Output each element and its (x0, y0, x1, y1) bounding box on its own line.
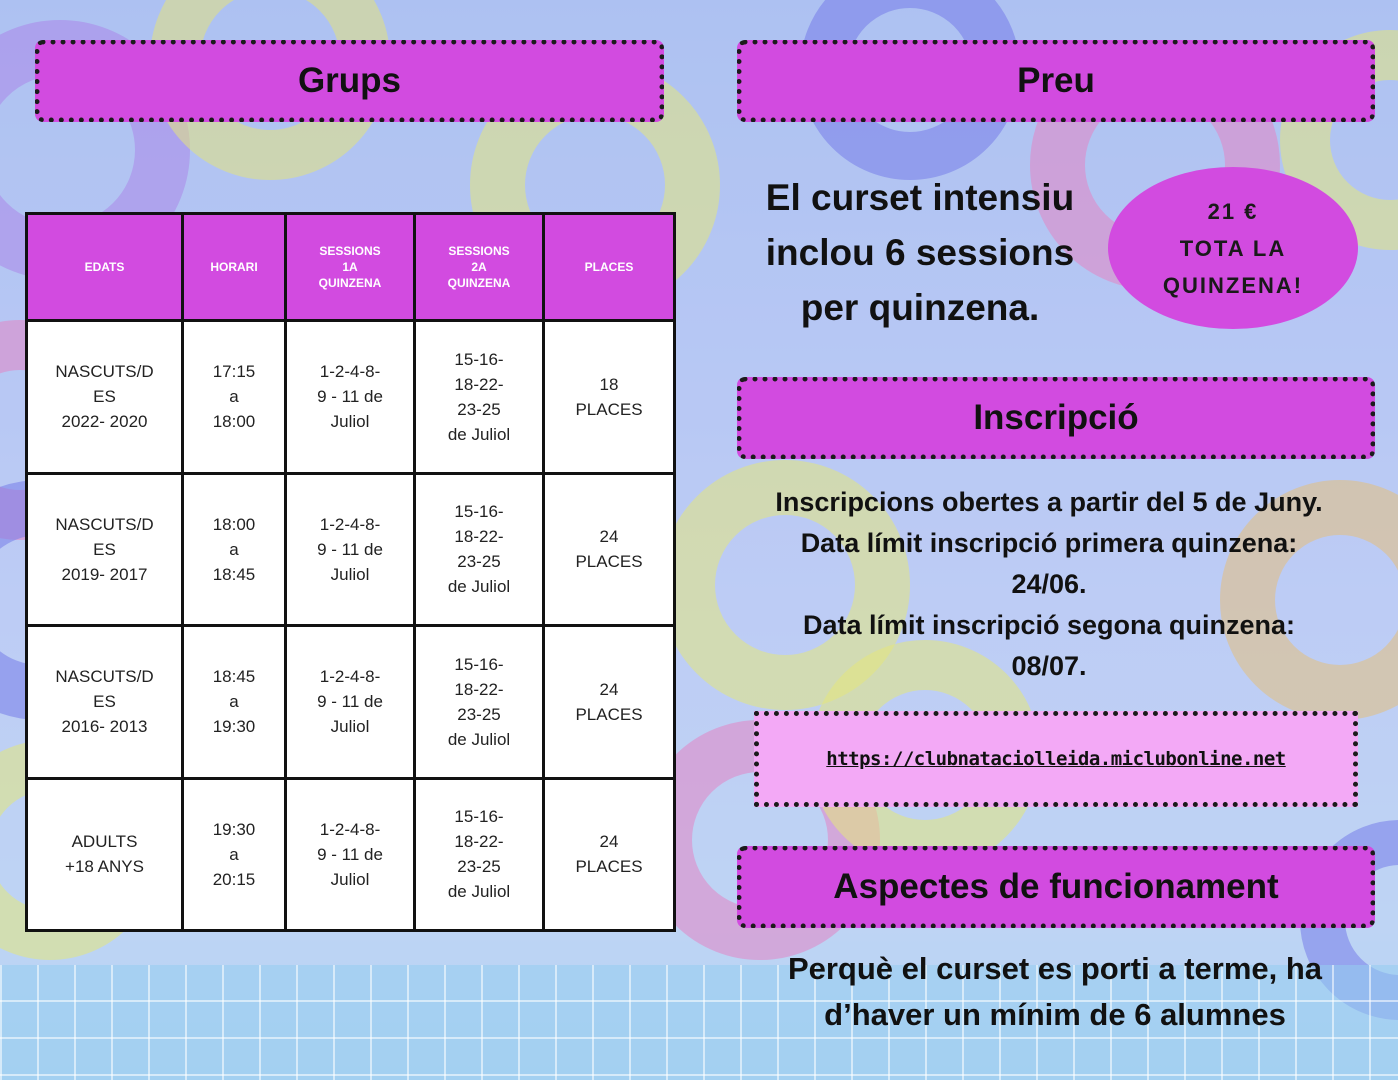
cell-text-line: de Juliol (447, 577, 511, 597)
cell-text-line: 15-16- (454, 807, 504, 827)
cell-text-line: 23-25 (457, 399, 501, 419)
cell-sessions-second (415, 778, 544, 931)
cell-text-line: 18-22- (454, 527, 504, 547)
column-header-sessions-1a (286, 214, 415, 321)
registration-info (728, 482, 1370, 687)
cell-text-line: a (229, 539, 239, 559)
cell-sessions-first (286, 321, 415, 474)
cell-text-line: 18:45 (212, 667, 256, 687)
cell-places (544, 321, 675, 474)
cell-text-line: 24 (599, 679, 619, 699)
cell-text-line: a (229, 692, 239, 712)
cell-text-line: 18-22- (454, 832, 504, 852)
cell-schedule (183, 778, 286, 931)
cell-sessions-first (286, 473, 415, 626)
cell-text-line: 19:30 (212, 717, 256, 737)
column-header-sessions-2a (415, 214, 544, 321)
cell-text-line: QUINZENA (447, 276, 511, 290)
price-header: Preu (737, 40, 1375, 122)
table-row (27, 473, 675, 626)
cell-text-line: a (229, 387, 239, 407)
cell-text-line: 9 - 11 de (317, 692, 383, 712)
cell-text-line: 18 (599, 374, 619, 394)
cell-text-line: 15-16- (454, 654, 504, 674)
cell-text-line: 18-22- (454, 679, 504, 699)
cell-text-line: 24 (599, 832, 619, 852)
operation-line: Perquè el curset es porti a terme, ha (787, 951, 1323, 986)
cell-text-line: 23-25 (457, 704, 501, 724)
cell-text-line: 1-2-4-8- (319, 819, 381, 839)
cell-text-line: 18:00 (212, 412, 256, 432)
cell-text-line: 15-16- (454, 349, 504, 369)
cell-places (544, 626, 675, 779)
registration-deadline-first-date: 24/06. (1011, 569, 1087, 599)
cell-schedule (183, 321, 286, 474)
cell-sessions-second (415, 473, 544, 626)
cell-ages (27, 626, 183, 779)
cell-text-line: QUINZENA (318, 276, 382, 290)
cell-text-line: 1-2-4-8- (319, 514, 381, 534)
cell-schedule (183, 473, 286, 626)
cell-text-line: PLACES (575, 552, 643, 572)
cell-text-line: PLACES (575, 399, 643, 419)
cell-text-line: 2022- 2020 (61, 412, 148, 432)
cell-text-line: 9 - 11 de (317, 387, 383, 407)
cell-sessions-first (286, 626, 415, 779)
cell-text-line: 1A (342, 260, 358, 274)
operation-line: d’haver un mínim de 6 alumnes (824, 997, 1286, 1032)
cell-text-line: ES (93, 539, 116, 559)
operation-header: Aspectes de funcionament (737, 846, 1375, 928)
cell-text-line: de Juliol (447, 729, 511, 749)
column-header-edats (27, 214, 183, 321)
cell-places (544, 473, 675, 626)
cell-text-line: Juliol (330, 412, 370, 432)
cell-text-line: SESSIONS (319, 244, 381, 258)
price-label-line: TOTA LA (1179, 235, 1287, 261)
cell-text-line: Juliol (330, 717, 370, 737)
price-badge (1108, 167, 1358, 329)
cell-text-line: PLACES (584, 260, 634, 274)
cell-text-line: 2016- 2013 (61, 717, 148, 737)
cell-text-line: 9 - 11 de (317, 539, 383, 559)
table-row (27, 626, 675, 779)
cell-text-line: PLACES (575, 704, 643, 724)
cell-text-line: ADULTS (71, 832, 138, 852)
cell-text-line: de Juliol (447, 882, 511, 902)
cell-text-line: +18 ANYS (65, 857, 144, 877)
cell-sessions-second (415, 321, 544, 474)
table-row (27, 778, 675, 931)
cell-text-line: 18:00 (212, 514, 256, 534)
registration-link[interactable]: https://clubnataciolleida.miclubonline.net (826, 748, 1286, 770)
cell-text-line: 23-25 (457, 857, 501, 877)
table-row (27, 321, 675, 474)
cell-text-line: 2A (471, 260, 487, 274)
registration-deadline-second-date: 08/07. (1011, 651, 1087, 681)
cell-text-line: Juliol (330, 869, 370, 889)
cell-text-line: 1-2-4-8- (319, 667, 381, 687)
cell-text-line: SESSIONS (448, 244, 510, 258)
cell-text-line: 9 - 11 de (317, 844, 383, 864)
cell-ages (27, 473, 183, 626)
price-label-line: QUINZENA! (1162, 272, 1304, 298)
cell-text-line: 20:15 (212, 869, 256, 889)
groups-table (25, 212, 676, 932)
cell-sessions-second (415, 626, 544, 779)
cell-text-line: 24 (599, 527, 619, 547)
cell-text-line: 17:15 (212, 362, 256, 382)
cell-schedule (183, 626, 286, 779)
cell-sessions-first (286, 778, 415, 931)
registration-link-box (754, 711, 1358, 807)
registration-deadline-second-label: Data límit inscripció segona quinzena: (802, 610, 1296, 640)
price-amount: 21 € (1207, 198, 1259, 224)
column-header-places (544, 214, 675, 321)
column-header-horari (183, 214, 286, 321)
registration-deadline-first-label: Data límit inscripció primera quinzena: (800, 528, 1298, 558)
table-header-row (27, 214, 675, 321)
cell-text-line: EDATS (84, 260, 125, 274)
registration-open-date: Inscripcions obertes a partir del 5 de Juny. (775, 487, 1323, 517)
cell-text-line: 18:45 (212, 564, 256, 584)
cell-text-line: 2019- 2017 (61, 564, 148, 584)
registration-header: Inscripció (737, 377, 1375, 459)
cell-text-line: 19:30 (212, 819, 256, 839)
cell-text-line: 23-25 (457, 552, 501, 572)
cell-ages (27, 778, 183, 931)
cell-text-line: ES (93, 692, 116, 712)
cell-text-line: de Juliol (447, 424, 511, 444)
cell-places (544, 778, 675, 931)
cell-text-line: 1-2-4-8- (319, 362, 381, 382)
cell-text-line: 15-16- (454, 502, 504, 522)
cell-ages (27, 321, 183, 474)
cell-text-line: PLACES (575, 857, 643, 877)
cell-text-line: ES (93, 387, 116, 407)
cell-text-line: NASCUTS/D (55, 362, 154, 382)
groups-header: Grups (35, 40, 664, 122)
cell-text-line: 18-22- (454, 374, 504, 394)
cell-text-line: NASCUTS/D (55, 514, 154, 534)
cell-text-line: Juliol (330, 564, 370, 584)
course-description: El curset intensiu inclou 6 sessions per quinzena. (765, 177, 1075, 328)
cell-text-line: HORARI (210, 260, 258, 274)
cell-text-line: NASCUTS/D (55, 667, 154, 687)
cell-text-line: a (229, 844, 239, 864)
operation-info (740, 946, 1370, 1038)
